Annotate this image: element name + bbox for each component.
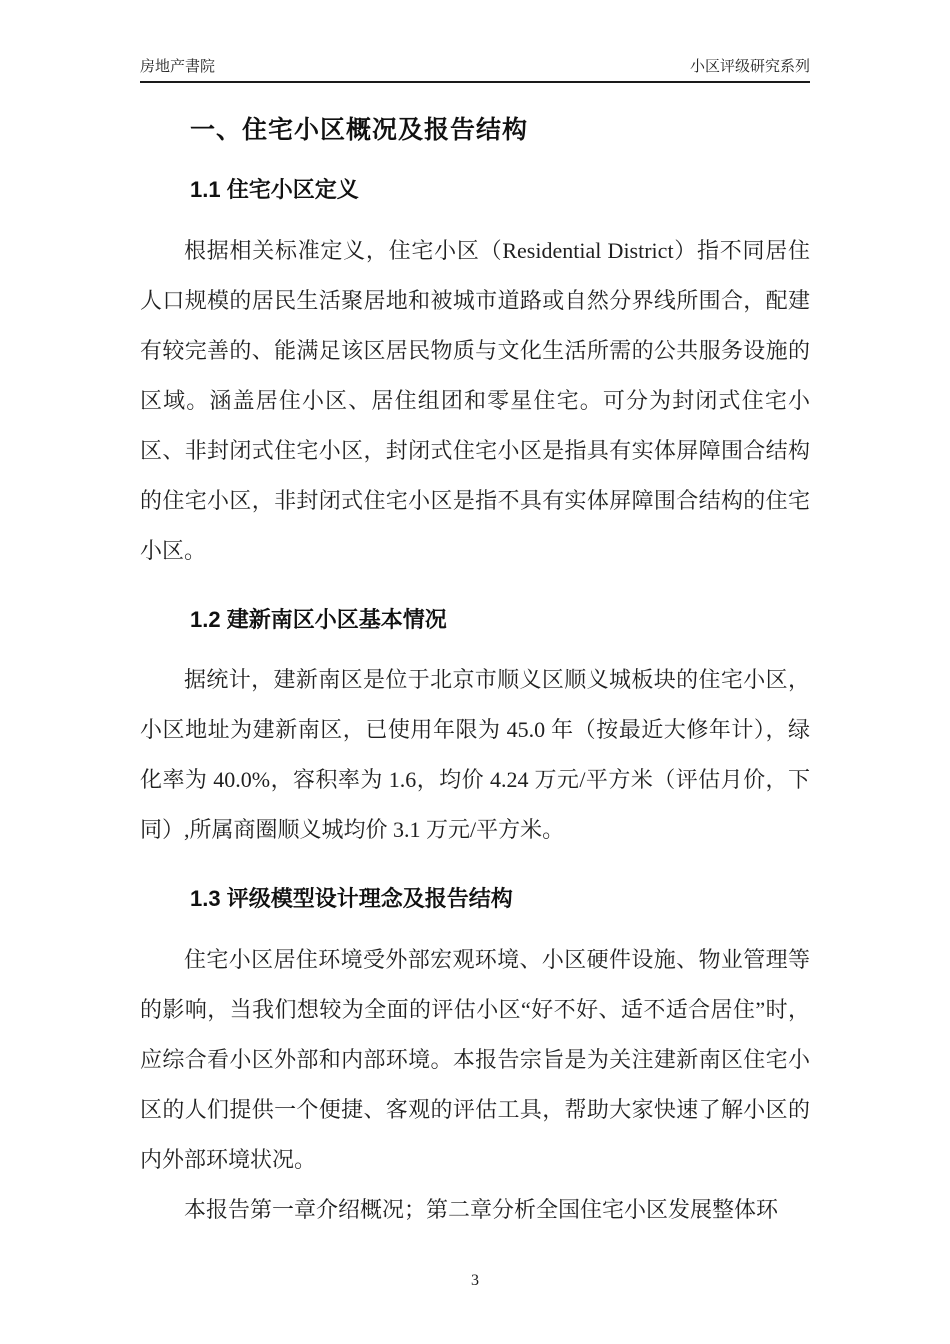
paragraph-basic-info: 据统计，建新南区是位于北京市顺义区顺义城板块的住宅小区，小区地址为建新南区，已使用年限为 45.0 年（按最近大修年计），绿化率为 40.0%，容积率为 1.6，均价 4.24 万元/平方米（评估月价，下同）,所属商圈顺义城均价 3.1 万元/平方米。 bbox=[140, 667, 810, 843]
section-heading-1-1: 1.1 住宅小区定义 bbox=[190, 177, 359, 203]
page-header bbox=[140, 0, 810, 83]
page-number: 3 bbox=[471, 1272, 479, 1289]
document-body bbox=[140, 115, 810, 1235]
header-right-text: 小区评级研究系列 bbox=[689, 58, 810, 75]
header-left-text: 房地产書院 bbox=[140, 58, 216, 75]
paragraph-model-concept: 住宅小区居住环境受外部宏观环境、小区硬件设施、物业管理等的影响，当我们想较为全面的评估小区“好不好、适不适合居住”时，应综合看小区外部和内部环境。本报告宗旨是为关注建新南区住宅小区的人们提供一个便捷、客观的评估工具，帮助大家快速了解小区的内外部环境状况。 bbox=[140, 946, 810, 1172]
paragraph-report-structure: 本报告第一章介绍概况；第二章分析全国住宅小区发展整体环 bbox=[184, 1196, 779, 1222]
chapter-title: 一、住宅小区概况及报告结构 bbox=[190, 116, 529, 144]
paragraph-definition: 根据相关标准定义，住宅小区（Residential District）指不同居住人口规模的居民生活聚居地和被城市道路或自然分界线所围合，配建有较完善的、能满足该区居民物质与文化生活所需的公共服务设施的区域。涵盖居住小区、居住组团和零星住宅。可分为封闭式住宅小区、非封闭式住宅小区，封闭式住宅小区是指具有实体屏障围合结构的住宅小区，非封闭式住宅小区是指不具有实体屏障围合结构的住宅小区。 bbox=[140, 237, 810, 563]
section-heading-1-3: 1.3 评级模型设计理念及报告结构 bbox=[190, 886, 513, 912]
section-heading-1-2: 1.2 建新南区小区基本情况 bbox=[190, 606, 447, 632]
